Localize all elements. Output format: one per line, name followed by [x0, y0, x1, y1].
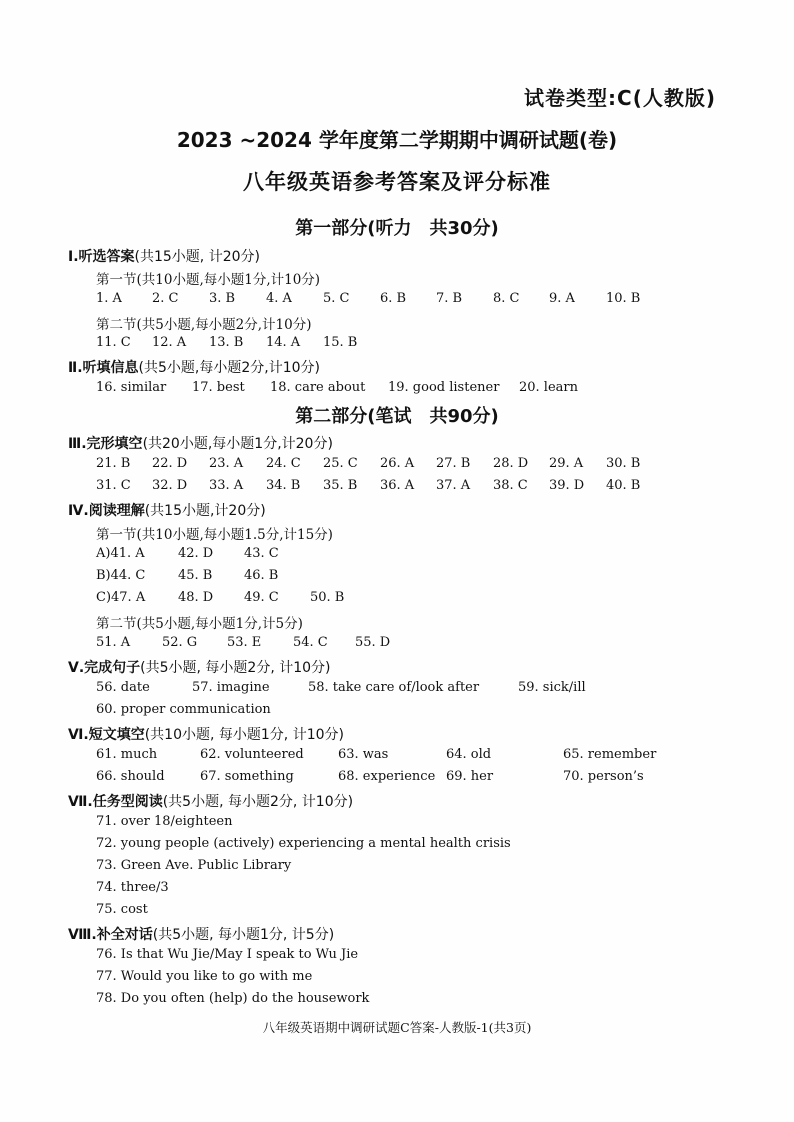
answer-row [96, 568, 716, 588]
answer-item: 48. D [178, 590, 214, 605]
answer-item: 6. B [380, 291, 407, 306]
section-3-heading [68, 433, 333, 453]
answer-item: 19. good listener [388, 380, 500, 395]
answer-row [96, 902, 716, 922]
section-6-title: Ⅵ.短文填空 [68, 727, 145, 743]
answer-item: 58. take care of/look after [308, 680, 480, 695]
answer-item: 42. D [178, 546, 214, 561]
answer-item: 70. person’s [563, 769, 644, 784]
answer-row [96, 335, 716, 355]
section-4a-heading: 第一节(共10小题,每小题1.5分,计15分) [96, 527, 333, 543]
answer-item: 1. A [96, 291, 122, 306]
answer-row [96, 546, 716, 566]
answer-item: 7. B [436, 291, 463, 306]
answer-row [96, 858, 716, 878]
answer-row [96, 969, 716, 989]
section-6-heading [68, 724, 344, 744]
section-5-heading [68, 657, 331, 677]
answer-item: 11. C [96, 335, 131, 350]
answer-row [96, 456, 716, 476]
section-4-title: Ⅳ.阅读理解 [68, 503, 145, 519]
answer-item: 63. was [338, 747, 389, 762]
section-4b-heading: 第二节(共5小题,每小题1分,计5分) [96, 616, 303, 632]
section-2-rule: (共5小题,每小题2分,计10分) [138, 360, 320, 376]
answer-item: 4. A [266, 291, 292, 306]
section-2-heading [68, 357, 320, 377]
answer-item: 32. D [152, 478, 188, 493]
answer-item: 64. old [446, 747, 492, 762]
answer-item: 26. A [380, 456, 415, 471]
answer-item: 71. over 18/eighteen [96, 814, 233, 829]
answer-item: 27. B [436, 456, 471, 471]
answer-row [96, 747, 716, 767]
answer-item: 25. C [323, 456, 358, 471]
answer-item: 9. A [549, 291, 575, 306]
answer-item: 34. B [266, 478, 301, 493]
section-7-rule: (共5小题, 每小题2分, 计10分) [162, 794, 354, 810]
answer-item: 16. similar [96, 380, 167, 395]
section-1-title: Ⅰ.听选答案 [68, 249, 135, 265]
answer-item: 21. B [96, 456, 131, 471]
answer-item: 28. D [493, 456, 529, 471]
answer-item: 77. Would you like to go with me [96, 969, 313, 984]
section-8-heading [68, 924, 334, 944]
answer-item: 37. A [436, 478, 471, 493]
answer-item: 76. Is that Wu Jie/May I speak to Wu Jie [96, 947, 359, 962]
answer-item: 73. Green Ave. Public Library [96, 858, 292, 873]
paper-type-label: 试卷类型:C(人教版) [524, 86, 716, 110]
answer-row [96, 702, 716, 722]
answer-item: 66. should [96, 769, 165, 784]
answer-item: 46. B [244, 568, 279, 583]
answer-row [96, 947, 716, 967]
answer-item: 75. cost [96, 902, 148, 917]
answer-row [96, 880, 716, 900]
section-2-title: Ⅱ.听填信息 [68, 360, 139, 376]
answer-item: 23. A [209, 456, 244, 471]
answer-item: 31. C [96, 478, 131, 493]
section-5-rule: (共5小题, 每小题2分, 计10分) [140, 660, 331, 676]
answer-item: 35. B [323, 478, 358, 493]
answer-row [96, 478, 716, 498]
answer-item: 61. much [96, 747, 158, 762]
section-4-heading [68, 500, 266, 520]
answer-item: 5. C [323, 291, 350, 306]
answer-item: 38. C [493, 478, 528, 493]
answer-item: 69. her [446, 769, 494, 784]
answer-row [96, 635, 716, 655]
answer-item: 59. sick/ill [518, 680, 586, 695]
section-1-rule: (共15小题, 计20分) [134, 249, 260, 265]
answer-item: 60. proper communication [96, 702, 271, 717]
answer-row [96, 814, 716, 834]
answer-item: 18. care about [270, 380, 366, 395]
answer-item: 10. B [606, 291, 641, 306]
answer-item: 30. B [606, 456, 641, 471]
answer-item: 57. imagine [192, 680, 270, 695]
answer-item: A)41. A [96, 546, 145, 561]
section-7-heading [68, 791, 353, 811]
answer-item: 78. Do you often (help) do the housework [96, 991, 370, 1006]
section-8-rule: (共5小题, 每小题1分, 计5分) [152, 927, 335, 943]
answer-item: 72. young people (actively) experiencing a mental health crisis [96, 836, 511, 851]
section-6-rule: (共10小题, 每小题1分, 计10分) [144, 727, 344, 743]
answer-item: 13. B [209, 335, 244, 350]
answer-item: 65. remember [563, 747, 657, 762]
answer-item: 50. B [310, 590, 345, 605]
answer-item: 74. three/3 [96, 880, 169, 895]
answer-item: 14. A [266, 335, 301, 350]
answer-item: 36. A [380, 478, 415, 493]
answer-row [96, 291, 716, 311]
answer-item: 53. E [227, 635, 262, 650]
answer-item: 49. C [244, 590, 279, 605]
answer-item: 24. C [266, 456, 301, 471]
answer-item: 54. C [293, 635, 328, 650]
page-footer: 八年级英语期中调研试题C答案-人教版-1(共3页) [262, 1020, 532, 1035]
answer-item: 33. A [209, 478, 244, 493]
answer-item: 12. A [152, 335, 187, 350]
section-3-title: Ⅲ.完形填空 [68, 436, 143, 452]
section-1b-heading: 第二节(共5小题,每小题2分,计10分) [96, 317, 312, 333]
answer-item: 2. C [152, 291, 179, 306]
answer-item: C)47. A [96, 590, 146, 605]
section-4-rule: (共15小题,计20分) [144, 503, 266, 519]
answer-item: 55. D [355, 635, 391, 650]
answer-item: 39. D [549, 478, 585, 493]
section-8-title: Ⅷ.补全对话 [68, 927, 153, 943]
answer-item: 15. B [323, 335, 358, 350]
answer-item: 29. A [549, 456, 584, 471]
answer-item: 52. G [162, 635, 198, 650]
answer-row [96, 680, 716, 700]
answer-item: 17. best [192, 380, 245, 395]
section-5-title: Ⅴ.完成句子 [68, 660, 141, 676]
answer-item: 22. D [152, 456, 188, 471]
answer-item: 62. volunteered [200, 747, 304, 762]
answer-item: 67. something [200, 769, 294, 784]
answer-item: 68. experience [338, 769, 436, 784]
answer-row [96, 590, 716, 610]
section-7-title: Ⅶ.任务型阅读 [68, 794, 163, 810]
section-1-heading [68, 246, 260, 266]
answer-item: 3. B [209, 291, 236, 306]
section-1a-heading: 第一节(共10小题,每小题1分,计10分) [96, 272, 321, 288]
answer-item: B)44. C [96, 568, 146, 583]
section-3-rule: (共20小题,每小题1分,计20分) [142, 436, 333, 452]
answer-item: 40. B [606, 478, 641, 493]
answer-row [96, 991, 716, 1011]
answer-item: 8. C [493, 291, 520, 306]
answer-row [96, 836, 716, 856]
answer-row [96, 769, 716, 789]
answer-item: 45. B [178, 568, 213, 583]
answer-row [96, 380, 716, 400]
part1-heading: 第一部分(听力 共30分) [295, 218, 499, 239]
exam-subtitle: 八年级英语参考答案及评分标准 [243, 170, 551, 194]
answer-item: 51. A [96, 635, 131, 650]
exam-title: 2023 ~2024 学年度第二学期期中调研试题(卷) [176, 128, 618, 152]
answer-item: 20. learn [519, 380, 578, 395]
part2-heading: 第二部分(笔试 共90分) [295, 406, 499, 427]
answer-item: 43. C [244, 546, 279, 561]
answer-item: 56. date [96, 680, 150, 695]
